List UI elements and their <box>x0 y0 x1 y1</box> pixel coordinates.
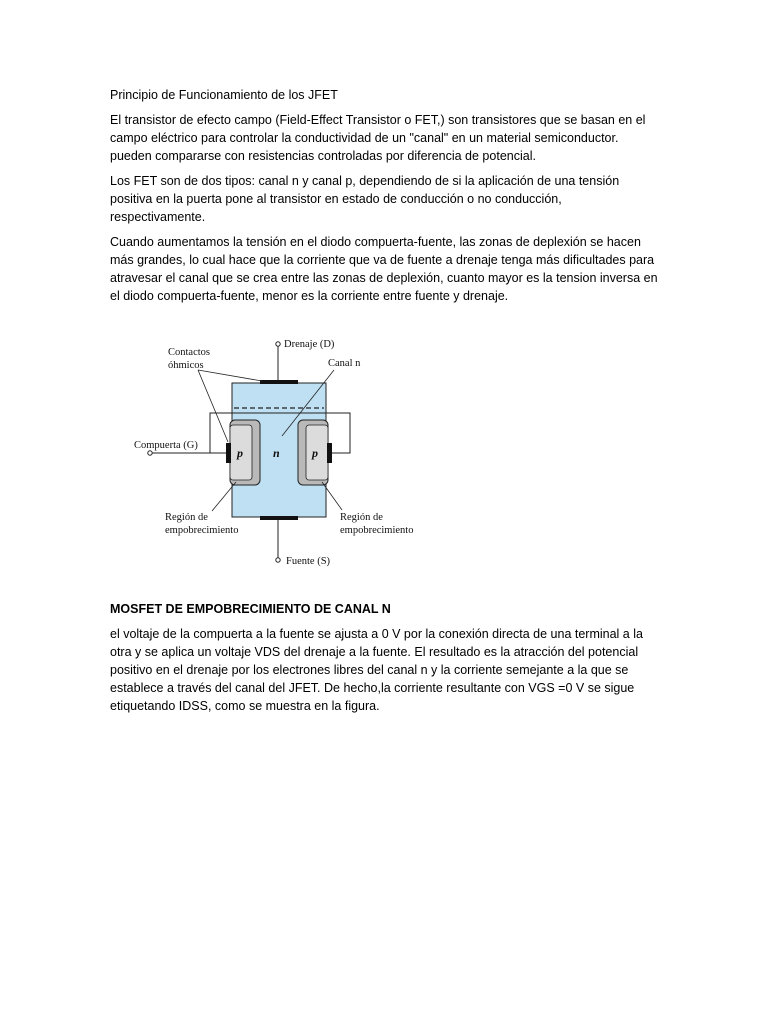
gate-contact-right <box>327 443 332 463</box>
label-drenaje: Drenaje (D) <box>284 339 335 350</box>
leader-contactos-2 <box>198 370 262 381</box>
label-fuente: Fuente (S) <box>286 556 331 567</box>
document-content <box>110 86 658 722</box>
drain-contact <box>260 380 298 384</box>
label-compuerta: Compuerta (G) <box>134 440 198 451</box>
section-title-mosfet: MOSFET DE EMPOBRECIMIENTO DE CANAL N <box>110 602 391 616</box>
label-region-right-1: Región de <box>340 512 383 523</box>
document-title: Principio de Funcionamiento de los JFET <box>110 88 338 102</box>
label-region-left-1: Región de <box>165 512 208 523</box>
source-terminal <box>276 558 280 562</box>
gate-contact-left <box>226 443 231 463</box>
label-region-left-2: empobrecimiento <box>165 525 239 536</box>
paragraph-mosfet: el voltaje de la compuerta a la fuente se ajusta a 0 V por la conexión directa de una terminal a la otra y se aplica un voltaje VDS del drenaje a la fuente. El resultado es la atracción del potencial positivo en el drenaje por los electrones libres del canal n y la corriente semejante a la que se establece a través del canal del JFET. De hecho,la corriente resultante con VGS =0 V se sigue etiquetando IDSS, como se muestra en la figura. <box>110 627 643 713</box>
paragraph-fet-types: Los FET son de dos tipos: canal n y canal p, dependiendo de si la aplicación de una tensión positiva en la puerta pone al transistor en estado de conducción o no conducción, respectivamente. <box>110 174 620 224</box>
source-contact <box>260 516 298 520</box>
drain-terminal <box>276 342 280 346</box>
label-p-right: p <box>312 446 318 460</box>
label-region-right-2: empobrecimiento <box>340 525 414 536</box>
gate-terminal <box>148 451 152 455</box>
label-canal: Canal n <box>328 358 361 369</box>
label-contactos-1: Contactos <box>168 347 210 358</box>
paragraph-fet-definition: El transistor de efecto campo (Field-Effect Transistor o FET,) son transistores que se basan en el campo eléctrico para controlar la conductividad de un "canal" en un material semiconductor. pueden compararse con resistencias controladas por diferencia de potencial. <box>110 113 646 163</box>
label-contactos-2: óhmicos <box>168 360 204 371</box>
paragraph-depletion: Cuando aumentamos la tensión en el diodo compuerta-fuente, las zonas de deplexión se hacen más grandes, lo cual hace que la corriente que va de fuente a drenaje tenga más dificultades para atravesar el canal que se crea entre las zonas de deplexión, cuanto mayor es la tension inversa en el diodo compuerta-fuente, menor es la corriente entre fuente y drenaje. <box>110 235 658 303</box>
label-p-left: p <box>237 446 243 460</box>
leader-contactos-1 <box>198 370 228 442</box>
jfet-diagram-svg <box>110 328 658 590</box>
label-n: n <box>273 446 280 460</box>
jfet-diagram <box>110 328 658 590</box>
